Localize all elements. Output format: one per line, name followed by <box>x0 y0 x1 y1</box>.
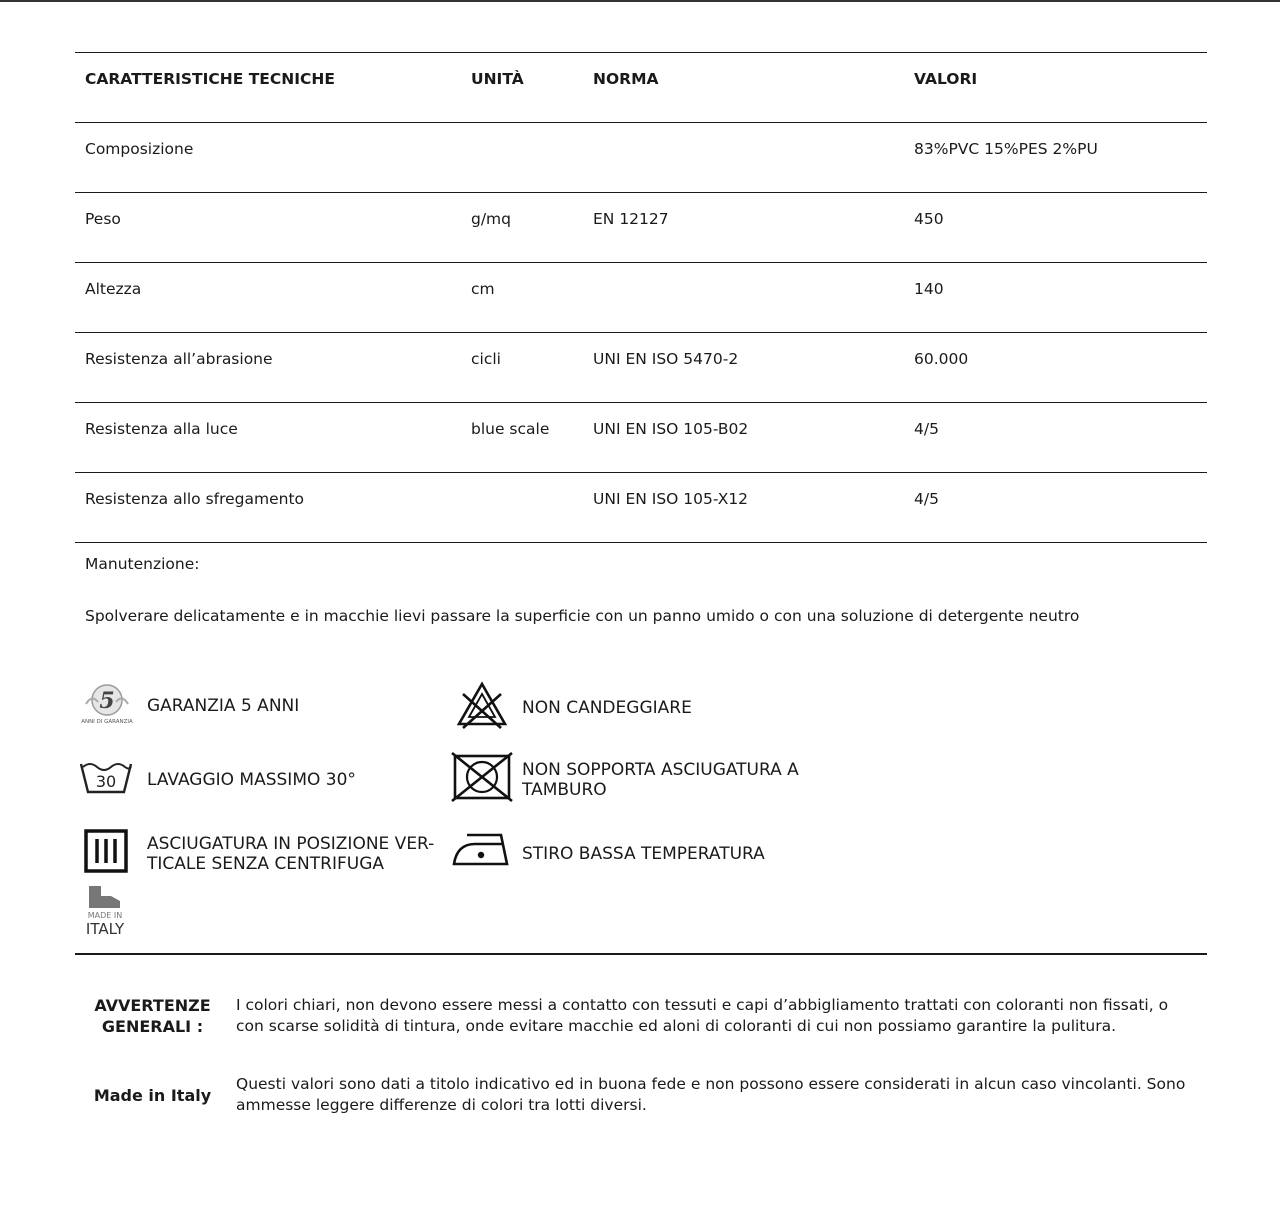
table-row <box>75 193 1207 263</box>
row-norm: EN 12127 <box>593 210 669 228</box>
row-name: Peso <box>85 210 121 228</box>
row-name: Resistenza allo sfregamento <box>85 490 305 508</box>
row-value: 4/5 <box>914 420 939 438</box>
made-in-italy-title: Made in Italy <box>93 1086 212 1105</box>
row-unit: cm <box>471 280 495 298</box>
wash-label: LAVAGGIO MASSIMO 30° <box>147 770 356 790</box>
warnings-title <box>75 995 230 1037</box>
header-norm: NORMA <box>593 70 659 88</box>
top-border <box>0 0 1280 2</box>
vertical-dry-label-line1: ASCIUGATURA IN POSIZIONE VER- <box>147 834 435 854</box>
technical-sheet <box>75 52 1207 663</box>
made-in-text: MADE IN <box>87 911 123 920</box>
no-tumble-dry-label <box>522 760 799 800</box>
row-name: Composizione <box>85 140 194 158</box>
vertical-dry-icon <box>84 829 128 873</box>
table-row <box>75 263 1207 333</box>
row-value: 4/5 <box>914 490 939 508</box>
warranty-number: 5 <box>99 688 115 714</box>
table-row <box>75 333 1207 403</box>
warranty-caption: ANNI DI GARANZIA <box>81 719 133 725</box>
row-value: 60.000 <box>914 350 969 368</box>
warnings-title-line2: GENERALI : <box>101 1017 204 1036</box>
maintenance-label: Manutenzione: <box>85 555 200 573</box>
italy-text: ITALY <box>85 920 125 936</box>
made-in-italy-logo <box>84 884 128 936</box>
no-bleach-label: NON CANDEGGIARE <box>522 698 692 718</box>
row-norm: UNI EN ISO 105-X12 <box>593 490 749 508</box>
no-tumble-dry-label-line1: NON SOPPORTA ASCIUGATURA A <box>522 760 799 780</box>
row-name: Altezza <box>85 280 142 298</box>
row-value: 450 <box>914 210 944 228</box>
section-divider <box>75 953 1207 955</box>
row-name: Resistenza alla luce <box>85 420 238 438</box>
table-row <box>75 123 1207 193</box>
warranty-label: GARANZIA 5 ANNI <box>147 696 300 716</box>
row-unit: cicli <box>471 350 501 368</box>
iron-low-temperature-icon <box>451 830 511 870</box>
row-unit: g/mq <box>471 210 511 228</box>
header-values: VALORI <box>914 70 978 88</box>
iron-label: STIRO BASSA TEMPERATURA <box>522 844 765 864</box>
no-tumble-dry-label-line2: TAMBURO <box>522 780 607 800</box>
header-characteristics: CARATTERISTICHE TECNICHE <box>85 70 335 88</box>
row-norm: UNI EN ISO 105-B02 <box>593 420 749 438</box>
made-in-italy-text: Questi valori sono dati a titolo indicativo ed in buona fede e non possono essere considerati in alcun caso vincolanti. Sono ammesse leggere differenze di colori tra lotti diversi. <box>236 1075 1186 1114</box>
warnings-title-line1: AVVERTENZE <box>94 996 211 1015</box>
header-unit: UNITÀ <box>471 70 524 88</box>
wash-temperature: 30 <box>95 772 117 791</box>
row-name: Resistenza all’abrasione <box>85 350 273 368</box>
row-value: 83%PVC 15%PES 2%PU <box>914 140 1098 158</box>
vertical-dry-label-line2: TICALE SENZA CENTRIFUGA <box>147 854 385 874</box>
vertical-dry-label <box>147 834 434 874</box>
no-bleach-icon <box>455 680 509 730</box>
wash-30-icon <box>78 758 134 798</box>
warnings-text: I colori chiari, non devono essere messi a contatto con tessuti e capi d’abbigliamento trattati con coloranti non fissati, o con scarse solidità di tintura, onde evitare macchie ed aloni di coloranti di cui non possiamo garantire la pulitura. <box>236 996 1169 1035</box>
maintenance-text: Spolverare delicatamente e in macchie lievi passare la superficie con un panno umido o con una soluzione di detergente neutro <box>85 607 1080 625</box>
row-value: 140 <box>914 280 944 298</box>
no-tumble-dry-icon <box>451 752 513 802</box>
row-norm: UNI EN ISO 5470-2 <box>593 350 739 368</box>
warranty-5-years-icon <box>76 680 138 726</box>
table-header <box>75 52 1207 123</box>
table-row <box>75 473 1207 543</box>
table-row <box>75 403 1207 473</box>
maintenance-section <box>75 543 1207 663</box>
row-unit: blue scale <box>471 420 550 438</box>
